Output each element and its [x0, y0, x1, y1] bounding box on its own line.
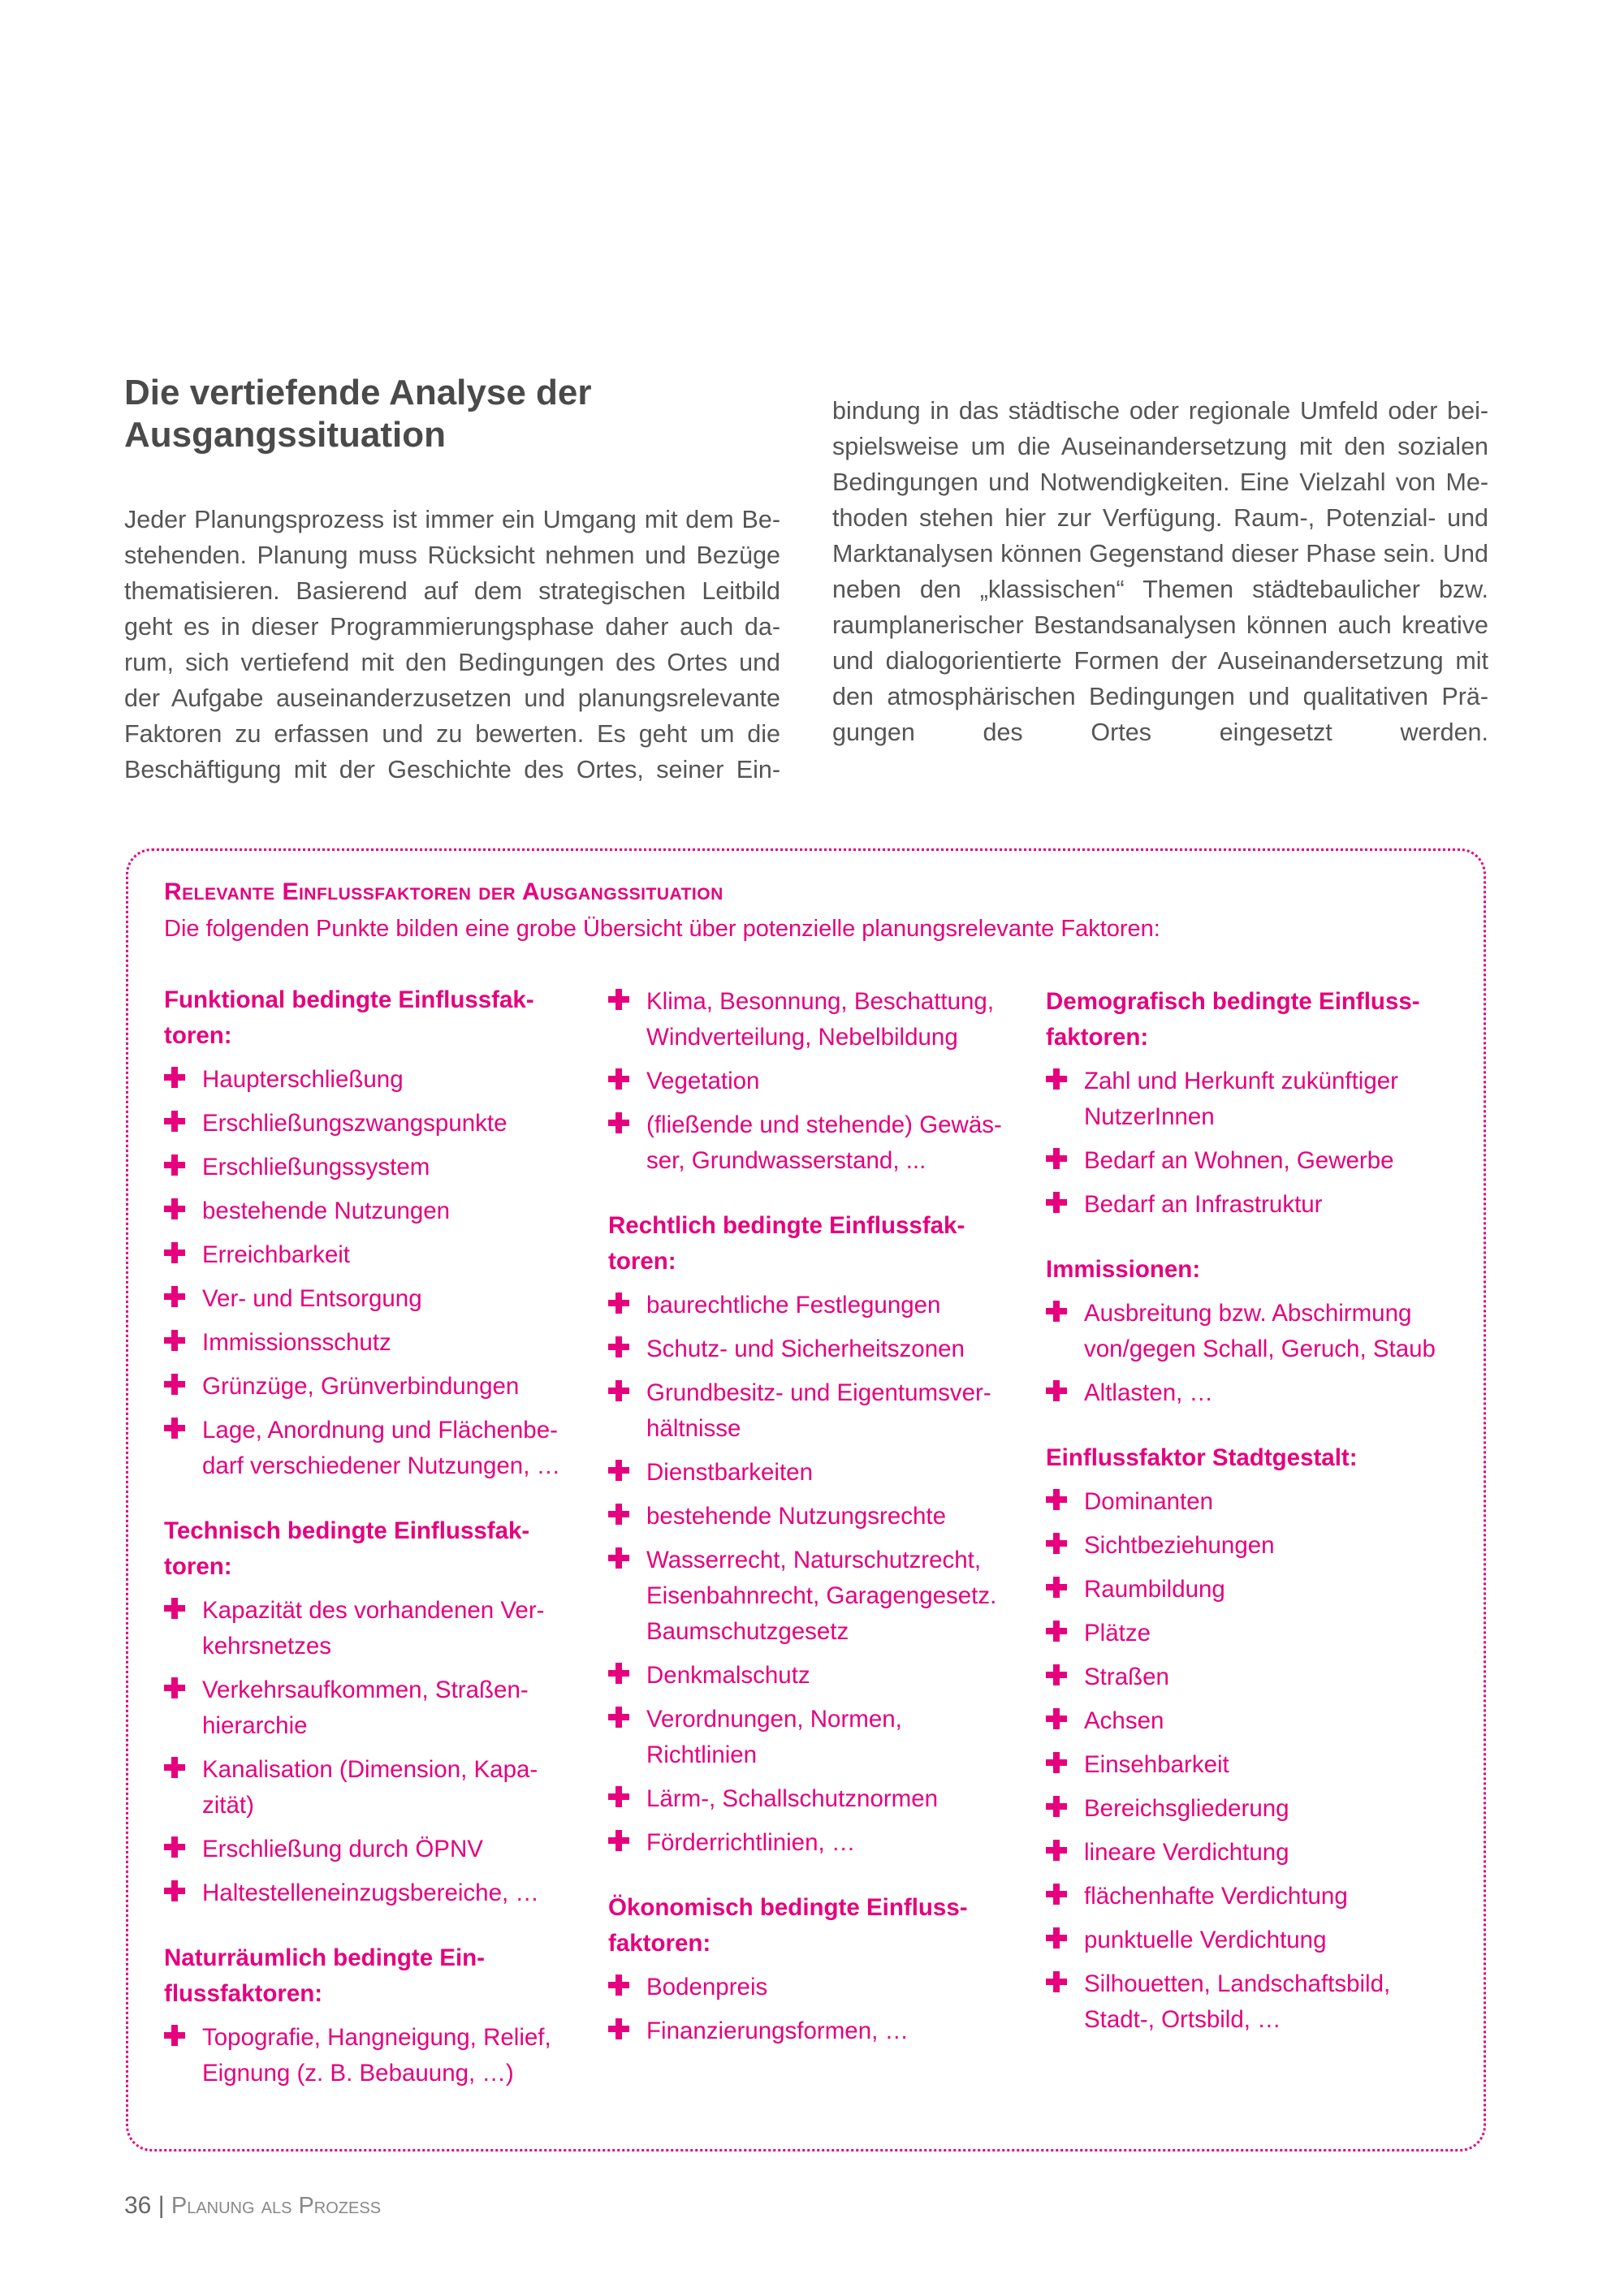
- factor-item-text-line: Bedarf an Wohnen, Gewerbe: [1084, 1147, 1394, 1174]
- factor-list-item: [164, 1106, 570, 1142]
- factor-item-text-line: Achsen: [1084, 1707, 1164, 1734]
- factor-list-item: [608, 1107, 1014, 1179]
- body-text-line: geht es in dieser Programmierungsphase daher auch da-: [124, 613, 780, 641]
- factor-item-text-line: Kanalisation (Dimension, Kapa-: [202, 1756, 538, 1783]
- plus-bullet-icon: [164, 1330, 185, 1351]
- factor-item-text-line: Förderrichtlinien, …: [646, 1829, 856, 1856]
- factor-item-text-line: Erschließungssystem: [202, 1154, 430, 1180]
- plus-bullet-icon: [608, 1504, 629, 1525]
- plus-bullet-icon: [1046, 1971, 1067, 1992]
- factor-list: [1046, 1484, 1468, 2038]
- plus-bullet-icon: [608, 1663, 629, 1684]
- factor-list-item: [1046, 1966, 1468, 2038]
- factor-list-item: [164, 1593, 570, 1664]
- plus-bullet-icon: [608, 1830, 629, 1851]
- plus-bullet-icon: [1046, 1577, 1067, 1598]
- plus-bullet-icon: [608, 1068, 629, 1090]
- factor-item-text-line: bestehende Nutzungen: [202, 1198, 451, 1224]
- factor-list-item: [164, 1832, 570, 1867]
- body-text-line: thoden stehen hier zur Verfügung. Raum-, Potenzial- und: [832, 504, 1488, 532]
- factor-item-text-line: Bedarf an Infrastruktur: [1084, 1191, 1323, 1218]
- factor-item-text-line: Stadt-, Ortsbild, …: [1084, 2006, 1281, 2033]
- factor-list-item: [1046, 1923, 1468, 1958]
- plus-bullet-icon: [164, 1154, 185, 1176]
- factor-item-text-line: Verordnungen, Normen,: [646, 1706, 902, 1733]
- factor-item-text-line: Haltestelleneinzugsbereiche, …: [202, 1880, 539, 1906]
- factor-list-item: [1046, 1791, 1468, 1827]
- factor-group-heading: [164, 982, 570, 1054]
- factor-item-text-line: lineare Verdichtung: [1084, 1839, 1289, 1866]
- plus-bullet-icon: [608, 1293, 629, 1314]
- body-text-line: und dialogorientierte Formen der Auseinandersetzung mit: [832, 647, 1488, 675]
- plus-bullet-icon: [608, 1547, 629, 1569]
- factor-group-heading: [1046, 1252, 1468, 1288]
- factor-list-item: [164, 1150, 570, 1185]
- factor-group-heading-line: Funktional bedingte Einflussfak-: [164, 986, 534, 1013]
- factor-list-item: [608, 1543, 1014, 1650]
- factor-list-item: [1046, 1703, 1468, 1739]
- factor-item-text-line: Bereichsgliederung: [1084, 1795, 1289, 1822]
- factor-item-text-line: Eisenbahnrecht, Garagengesetz.: [646, 1582, 997, 1609]
- factor-item-text-line: (fließende und stehende) Gewäs-: [646, 1111, 1002, 1138]
- factor-item-text-line: zität): [202, 1792, 254, 1819]
- factor-item-text-line: Lage, Anordnung und Flächenbe-: [202, 1417, 558, 1444]
- factor-group-heading: [1046, 984, 1468, 1055]
- factor-list-item: [164, 1672, 570, 1744]
- factor-list-item: [164, 1413, 570, 1484]
- factor-group-heading: [164, 1940, 570, 2012]
- factor-list: [164, 2020, 570, 2091]
- plus-bullet-icon: [608, 1112, 629, 1133]
- factor-list-item: [1046, 1484, 1468, 1520]
- factor-list-item: [608, 1288, 1014, 1323]
- factor-list-item: [608, 1455, 1014, 1491]
- factor-list-item: [1046, 1375, 1468, 1411]
- factor-list: [164, 1593, 570, 1911]
- factor-list-item: [608, 1702, 1014, 1773]
- plus-bullet-icon: [1046, 1796, 1067, 1817]
- body-text-line: der Aufgabe auseinanderzusetzen und planungsrelevante: [124, 684, 780, 712]
- factor-list-item: [1046, 1879, 1468, 1914]
- factor-item-text-line: Bodenpreis: [646, 1974, 768, 2000]
- factor-item-text-line: Altlasten, …: [1084, 1379, 1214, 1406]
- body-text-line: Beschäftigung mit der Geschichte des Ortes, seiner Ein-: [124, 756, 780, 783]
- factor-list-item: [608, 1499, 1014, 1534]
- factor-item-text-line: Denkmalschutz: [646, 1662, 810, 1689]
- factor-item-text-line: Raumbildung: [1084, 1576, 1225, 1603]
- factor-item-text-line: Baumschutzgesetz: [646, 1618, 849, 1645]
- factor-list-item: [1046, 1296, 1468, 1367]
- factor-group-heading-line: toren:: [164, 1022, 232, 1049]
- plus-bullet-icon: [608, 1380, 629, 1401]
- factor-group-heading-line: Einflussfaktor Stadtgestalt:: [1046, 1444, 1358, 1471]
- body-text-line: rum, sich vertiefend mit den Bedingungen des Ortes und: [124, 649, 780, 676]
- factor-list-item: [1046, 1659, 1468, 1695]
- factor-item-text-line: Immissionsschutz: [202, 1329, 391, 1356]
- plus-bullet-icon: [608, 1336, 629, 1357]
- plus-bullet-icon: [164, 1111, 185, 1132]
- factor-list-item: [1046, 1572, 1468, 1608]
- factor-group-heading-line: faktoren:: [608, 1930, 711, 1957]
- factor-list-item: [1046, 1835, 1468, 1871]
- factor-item-text-line: darf verschiedener Nutzungen, …: [202, 1452, 561, 1479]
- factor-item-text-line: Verkehrsaufkommen, Straßen-: [202, 1677, 529, 1703]
- plus-bullet-icon: [1046, 1708, 1067, 1729]
- factor-item-text-line: baurechtliche Festlegungen: [646, 1292, 941, 1318]
- factor-list-item: [164, 2020, 570, 2091]
- plus-bullet-icon: [1046, 1489, 1067, 1510]
- page-number: 36: [124, 2192, 152, 2219]
- plus-bullet-icon: [1046, 1148, 1067, 1169]
- factor-item-text-line: Finanzierungsformen, …: [646, 2018, 909, 2044]
- factors-column-2: [608, 984, 1014, 2078]
- factor-list-item: [164, 1281, 570, 1317]
- factor-item-text-line: Erschließungszwangspunkte: [202, 1110, 508, 1137]
- factor-group: [608, 1208, 1014, 1861]
- factor-list-item: [1046, 1143, 1468, 1179]
- factor-group-heading-line: Naturräumlich bedingte Ein-: [164, 1944, 486, 1971]
- factor-group-heading-line: Rechtlich bedingte Einflussfak-: [608, 1212, 965, 1239]
- plus-bullet-icon: [164, 2025, 185, 2046]
- plus-bullet-icon: [164, 1598, 185, 1619]
- factor-list-item: [1046, 1187, 1468, 1223]
- factor-item-text-line: Silhouetten, Landschaftsbild,: [1084, 1970, 1391, 1997]
- body-text-line: den atmosphärischen Bedingungen und qualitativen Prä-: [832, 683, 1488, 710]
- factor-item-text-line: NutzerInnen: [1084, 1103, 1215, 1130]
- factor-list-item: [164, 1237, 570, 1273]
- factor-list: [608, 984, 1014, 1179]
- factor-item-text-line: punktuelle Verdichtung: [1084, 1927, 1327, 1953]
- factor-item-text-line: Erreichbarkeit: [202, 1241, 350, 1268]
- plus-bullet-icon: [608, 1460, 629, 1481]
- factor-list: [164, 1062, 570, 1484]
- body-text-line: Jeder Planungsprozess ist immer ein Umgang mit dem Be-: [124, 506, 780, 533]
- factor-group-heading-line: toren:: [608, 1248, 676, 1275]
- factor-group: [608, 984, 1014, 1179]
- factor-list-item: [164, 1062, 570, 1098]
- factor-item-text-line: Einsehbarkeit: [1084, 1751, 1229, 1778]
- page-heading-line-1: Die vertiefende Analyse der: [124, 373, 592, 412]
- body-text-column-2: [832, 393, 1488, 750]
- plus-bullet-icon: [1046, 1380, 1067, 1401]
- factor-group-heading-line: toren:: [164, 1553, 232, 1580]
- factor-list-item: [1046, 1747, 1468, 1783]
- factor-item-text-line: Erschließung durch ÖPNV: [202, 1836, 483, 1862]
- factor-list-item: [608, 1331, 1014, 1367]
- factor-list-item: [608, 984, 1014, 1055]
- factors-box-title: Relevante Einflussfaktoren der Ausgangssituation: [164, 878, 723, 905]
- factor-item-text-line: Richtlinien: [646, 1741, 758, 1768]
- plus-bullet-icon: [164, 1677, 185, 1698]
- factor-item-text-line: Schutz- und Sicherheitszonen: [646, 1336, 965, 1362]
- factor-group-heading: [164, 1513, 570, 1585]
- factor-group: [164, 1513, 570, 1911]
- factor-group: [164, 982, 570, 1484]
- factor-list-item: [608, 1825, 1014, 1861]
- plus-bullet-icon: [608, 1974, 629, 1996]
- plus-bullet-icon: [164, 1374, 185, 1395]
- factor-group-heading: [608, 1208, 1014, 1280]
- body-text-line: bindung in das städtische oder regionale Umfeld oder bei-: [832, 397, 1488, 425]
- factor-list-item: [608, 1781, 1014, 1817]
- factor-item-text-line: flächenhafte Verdichtung: [1084, 1883, 1348, 1910]
- factor-item-text-line: Sichtbeziehungen: [1084, 1532, 1275, 1559]
- plus-bullet-icon: [1046, 1664, 1067, 1685]
- factor-item-text-line: Ver- und Entsorgung: [202, 1285, 422, 1312]
- plus-bullet-icon: [164, 1418, 185, 1439]
- factor-group: [1046, 1252, 1468, 1411]
- factor-item-text-line: ser, Grundwasserstand, ...: [646, 1147, 926, 1174]
- factor-item-text-line: Kapazität des vorhandenen Ver-: [202, 1597, 545, 1624]
- factor-item-text-line: bestehende Nutzungsrechte: [646, 1503, 947, 1530]
- body-text-line: gungen des Ortes eingesetzt werden.: [832, 719, 1488, 746]
- factor-item-text-line: Topografie, Hangneigung, Relief,: [202, 2024, 551, 2051]
- factor-list-item: [608, 1064, 1014, 1099]
- factor-list-item: [608, 2013, 1014, 2049]
- factors-column-3: [1046, 984, 1468, 2067]
- factor-item-text-line: Grünzüge, Grünverbindungen: [202, 1373, 520, 1400]
- factor-item-text-line: Windverteilung, Nebelbildung: [646, 1024, 958, 1051]
- factor-list: [608, 1288, 1014, 1861]
- factor-list-item: [164, 1193, 570, 1229]
- factor-group-heading-line: flussfaktoren:: [164, 1980, 323, 2007]
- body-text-line: stehenden. Planung muss Rücksicht nehmen und Bezüge: [124, 542, 780, 569]
- factors-box-subtitle: Die folgenden Punkte bilden eine grobe Übersicht über potenzielle planungsrelevante Faktoren:: [164, 916, 1160, 942]
- factor-item-text-line: Vegetation: [646, 1068, 760, 1094]
- plus-bullet-icon: [164, 1757, 185, 1778]
- factor-item-text-line: Dominanten: [1084, 1488, 1214, 1515]
- body-text-line: spielsweise um die Auseinandersetzung mit den sozialen: [832, 433, 1488, 460]
- factor-group-heading-line: Technisch bedingte Einflussfak-: [164, 1517, 530, 1544]
- factor-list-item: [1046, 1616, 1468, 1651]
- body-text-line: neben den „klassischen“ Themen städtebaulicher bzw.: [832, 576, 1488, 603]
- factor-item-text-line: Haupterschließung: [202, 1066, 404, 1093]
- factor-item-text-line: Plätze: [1084, 1620, 1151, 1646]
- footer-separator: |: [158, 2192, 165, 2219]
- factor-item-text-line: Dienstbarkeiten: [646, 1459, 813, 1486]
- factor-list-item: [164, 1752, 570, 1823]
- factor-group-heading-line: Ökonomisch bedingte Einfluss-: [608, 1894, 968, 1921]
- plus-bullet-icon: [1046, 1301, 1067, 1322]
- plus-bullet-icon: [1046, 1840, 1067, 1861]
- factor-item-text-line: Straßen: [1084, 1664, 1169, 1690]
- factor-group-heading-line: Demografisch bedingte Einfluss-: [1046, 988, 1420, 1015]
- plus-bullet-icon: [164, 1286, 185, 1307]
- plus-bullet-icon: [164, 1198, 185, 1219]
- body-text-line: raumplanerischer Bestandsanalysen können auch kreative: [832, 611, 1488, 639]
- factor-item-text-line: Zahl und Herkunft zukünftiger: [1084, 1068, 1398, 1094]
- factor-list: [1046, 1296, 1468, 1411]
- factor-group-heading: [1046, 1440, 1468, 1476]
- body-text-line: Marktanalysen können Gegenstand dieser Phase sein. Und: [832, 540, 1488, 568]
- page-heading: [124, 372, 790, 456]
- factor-item-text-line: hierarchie: [202, 1712, 308, 1739]
- plus-bullet-icon: [164, 1836, 185, 1858]
- factor-group-heading-line: faktoren:: [1046, 1024, 1149, 1051]
- factor-item-text-line: Grundbesitz- und Eigentumsver-: [646, 1379, 991, 1406]
- page-footer: [124, 2192, 381, 2220]
- plus-bullet-icon: [1046, 1533, 1067, 1554]
- page-heading-line-2: Ausgangssituation: [124, 415, 447, 455]
- plus-bullet-icon: [1046, 1192, 1067, 1213]
- body-text-line: thematisieren. Basierend auf dem strategischen Leitbild: [124, 577, 780, 605]
- factor-group-heading-line: Immissionen:: [1046, 1256, 1201, 1283]
- factor-item-text-line: hältnisse: [646, 1415, 741, 1442]
- plus-bullet-icon: [164, 1880, 185, 1901]
- plus-bullet-icon: [608, 1707, 629, 1728]
- plus-bullet-icon: [1046, 1752, 1067, 1773]
- factor-item-text-line: Klima, Besonnung, Beschattung,: [646, 988, 995, 1015]
- plus-bullet-icon: [1046, 1621, 1067, 1642]
- plus-bullet-icon: [608, 989, 629, 1010]
- factor-group-heading: [608, 1890, 1014, 1962]
- body-text-line: Bedingungen und Notwendigkeiten. Eine Vielzahl von Me-: [832, 468, 1488, 496]
- plus-bullet-icon: [1046, 1927, 1067, 1949]
- body-text-column-1: [124, 502, 780, 788]
- factors-column-1: [164, 982, 570, 2121]
- factor-list: [1046, 1064, 1468, 1223]
- factor-item-text-line: Wasserrecht, Naturschutzrecht,: [646, 1547, 982, 1573]
- factor-list-item: [1046, 1528, 1468, 1564]
- plus-bullet-icon: [608, 1786, 629, 1807]
- factor-item-text-line: von/gegen Schall, Geruch, Staub: [1084, 1336, 1436, 1362]
- plus-bullet-icon: [164, 1242, 185, 1263]
- factor-list-item: [164, 1875, 570, 1911]
- factor-group: [164, 1940, 570, 2091]
- factor-group: [1046, 1440, 1468, 2038]
- factor-list: [608, 1970, 1014, 2049]
- plus-bullet-icon: [1046, 1884, 1067, 1905]
- factor-group: [608, 1890, 1014, 2049]
- plus-bullet-icon: [164, 1067, 185, 1088]
- factor-item-text-line: kehrsnetzes: [202, 1633, 332, 1659]
- plus-bullet-icon: [608, 2018, 629, 2039]
- factor-item-text-line: Lärm-, Schallschutznormen: [646, 1785, 939, 1812]
- plus-bullet-icon: [1046, 1068, 1067, 1090]
- factor-list-item: [164, 1369, 570, 1405]
- body-text-line: Faktoren zu erfassen und zu bewerten. Es geht um die: [124, 720, 780, 748]
- factor-list-item: [608, 1375, 1014, 1447]
- factor-group: [1046, 984, 1468, 1223]
- factor-list-item: [164, 1325, 570, 1361]
- footer-section-title: Planung als Prozess: [171, 2193, 382, 2219]
- factor-list-item: [608, 1658, 1014, 1694]
- factor-list-item: [608, 1970, 1014, 2005]
- factor-list-item: [1046, 1064, 1468, 1135]
- factor-item-text-line: Ausbreitung bzw. Abschirmung: [1084, 1300, 1412, 1327]
- factor-item-text-line: Eignung (z. B. Bebauung, …): [202, 2060, 514, 2087]
